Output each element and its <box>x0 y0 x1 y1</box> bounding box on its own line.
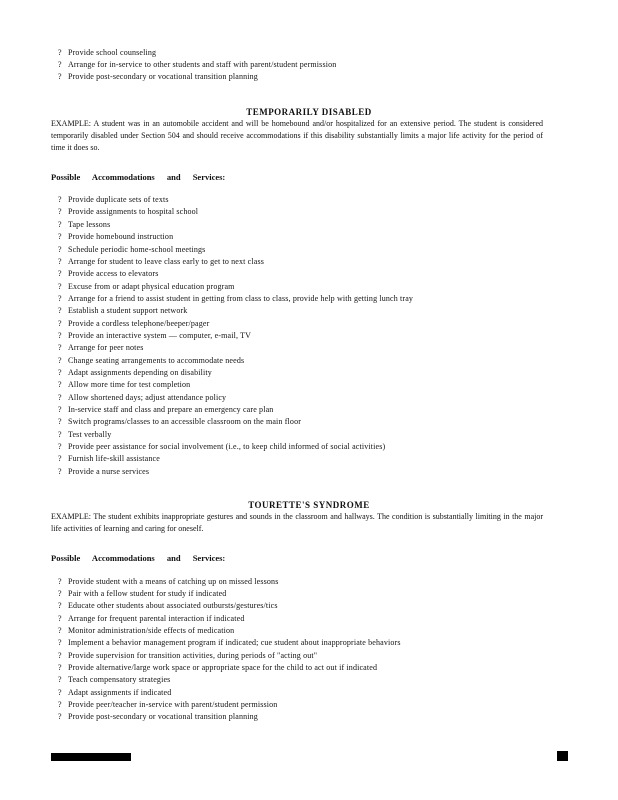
list-item: ? Pair with a fellow student for study if indicated <box>58 589 227 598</box>
list-item: ? Change seating arrangements to accommodate needs <box>58 356 245 365</box>
list-item: ? Provide access to elevators <box>58 269 159 278</box>
list-item: ? Provide a nurse services <box>58 467 150 476</box>
list-item: ? Provide student with a means of catching up on missed lessons <box>58 577 279 586</box>
list-item: ? Provide a cordless telephone/beeper/pager <box>58 319 210 328</box>
list-item: ? Allow more time for test completion <box>58 380 191 389</box>
list-item: ? Provide school counseling <box>58 48 157 57</box>
list-item: ? Provide post-secondary or vocational transition planning <box>58 72 258 81</box>
list-item: ? Provide peer assistance for social involvement (i.e., to keep child informed of social activities) <box>58 442 386 451</box>
example-paragraph: EXAMPLE: The student exhibits inappropriate gestures and sounds in the classroom and hallways. The condition is substantially limiting in the major life activities of learning and caring for oneself. <box>51 512 543 533</box>
list-item: ? Test verbally <box>58 430 112 439</box>
list-item: ? Switch programs/classes to an accessible classroom on the main floor <box>58 417 302 426</box>
accommodations-heading: Possible Accommodations and Services: <box>51 553 226 563</box>
bullet-marker: ? <box>58 72 62 81</box>
list-item: ? Teach compensatory strategies <box>58 675 171 684</box>
footer-bar <box>51 753 131 761</box>
list-item: ? Furnish life-skill assistance <box>58 454 160 463</box>
list-item: ? Provide an interactive system — computer, e-mail, TV <box>58 331 252 340</box>
list-item: ? Arrange for frequent parental interaction if indicated <box>58 614 245 623</box>
list-item: ? Educate other students about associated outbursts/gestures/tics <box>58 601 278 610</box>
list-item: ? Provide duplicate sets of texts <box>58 195 169 204</box>
list-item: ? Arrange for a friend to assist student in getting from class to class, provide help with getting lunch tray <box>58 294 414 303</box>
list-item: ? Provide assignments to hospital school <box>58 207 199 216</box>
footer-marker <box>557 751 568 761</box>
list-item: ? Schedule periodic home-school meetings <box>58 245 206 254</box>
list-item: ? Provide post-secondary or vocational transition planning <box>58 712 258 721</box>
list-item: ? Adapt assignments if indicated <box>58 688 172 697</box>
bullet-marker: ? <box>58 48 62 57</box>
list-item: ? Provide supervision for transition activities, during periods of "acting out" <box>58 651 318 660</box>
list-item: ? Adapt assignments depending on disability <box>58 368 212 377</box>
list-item: ? Arrange for student to leave class early to get to next class <box>58 257 264 266</box>
list-item: ? Provide peer/teacher in-service with parent/student permission <box>58 700 278 709</box>
section-title-temporarily-disabled: TEMPORARILY DISABLED <box>246 107 372 117</box>
accommodations-heading: Possible Accommodations and Services: <box>51 172 226 182</box>
list-item: ? Provide alternative/large work space or appropriate space for the child to act out if indicated <box>58 663 378 672</box>
bullet-marker: ? <box>58 60 62 69</box>
list-item: ? Monitor administration/side effects of medication <box>58 626 235 635</box>
list-item: ? Implement a behavior management program if indicated; cue student about inappropriate behaviors <box>58 638 401 647</box>
list-item: ? Arrange for peer notes <box>58 343 144 352</box>
section-title-tourettes-syndrome: TOURETTE'S SYNDROME <box>248 500 370 510</box>
list-item: ? Provide homebound instruction <box>58 232 174 241</box>
list-item: ? Allow shortened days; adjust attendance policy <box>58 393 227 402</box>
list-item: ? Establish a student support network <box>58 306 188 315</box>
list-item: ? In-service staff and class and prepare an emergency care plan <box>58 405 274 414</box>
list-item: ? Arrange for in-service to other students and staff with parent/student permission <box>58 60 337 69</box>
list-item: ? Tape lessons <box>58 220 111 229</box>
example-paragraph: EXAMPLE: A student was in an automobile accident and will be homebound and/or hospitalized for an extensive period. The student is considered temporarily disabled under Section 504 and should receive accommodations if this disability substantially limits a major life activity for the period of time it does so. <box>51 119 543 152</box>
list-item: ? Excuse from or adapt physical education program <box>58 282 235 291</box>
